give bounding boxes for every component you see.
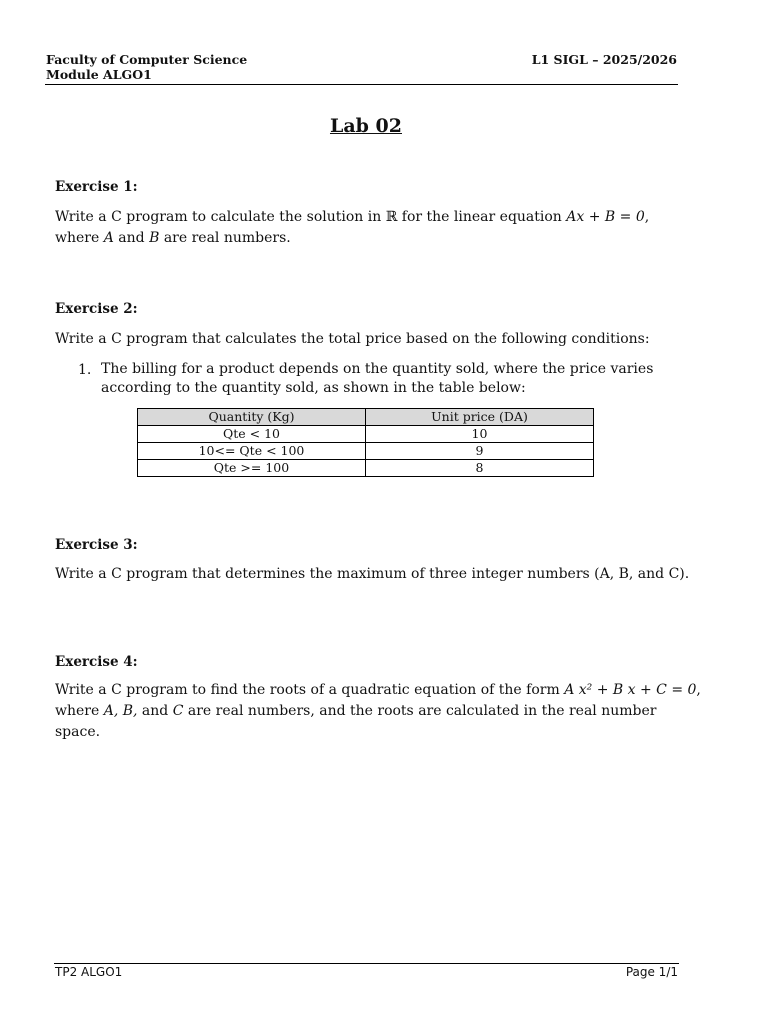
table-header-quantity: Quantity (Kg) bbox=[138, 409, 366, 426]
exercise-4-text bbox=[55, 680, 705, 743]
exercise-4-text-d: and bbox=[137, 703, 173, 719]
table-cell-price: 10 bbox=[366, 426, 594, 443]
vars-a-b: A, B, bbox=[103, 703, 138, 719]
table-header-unit-price: Unit price (DA) bbox=[366, 409, 594, 426]
footer-lab-label: TP2 ALGO1 bbox=[55, 965, 123, 979]
table-cell-quantity: Qte < 10 bbox=[138, 426, 366, 443]
exercise-4-text-c: where bbox=[55, 703, 104, 719]
exercise-1-text-d: and bbox=[113, 230, 150, 246]
page-title: Lab 02 bbox=[329, 115, 402, 137]
module-name: Module ALGO1 bbox=[46, 67, 152, 82]
price-table bbox=[137, 408, 594, 477]
class-year: L1 SIGL – 2025/2026 bbox=[531, 52, 677, 67]
exercise-1-text-a: Write a C program to calculate the solution in ℝ for the linear equation bbox=[55, 209, 567, 225]
exercise-1-text-b: , bbox=[644, 209, 650, 225]
exercise-3-title: Exercise 3: bbox=[55, 537, 138, 553]
exercise-2-intro: Write a C program that calculates the total price based on the following conditions: bbox=[55, 331, 650, 347]
list-number: 1. bbox=[78, 362, 92, 378]
exercise-1-text-c: where bbox=[55, 230, 104, 246]
table-cell-quantity: Qte >= 100 bbox=[138, 460, 366, 477]
exercise-3-text: Write a C program that determines the maximum of three integer numbers (A, B, and C). bbox=[55, 566, 690, 582]
table-row bbox=[138, 460, 594, 477]
faculty-name: Faculty of Computer Science bbox=[46, 52, 248, 67]
exercise-4-text-b: , bbox=[696, 682, 701, 698]
quadratic-equation: A x² + B x + C = 0 bbox=[564, 682, 697, 698]
page-number: Page 1/1 bbox=[625, 965, 678, 979]
exercise-1-text-e: are real numbers. bbox=[159, 230, 291, 246]
exercise-1-text bbox=[55, 207, 705, 249]
table-header-row bbox=[138, 409, 594, 426]
exercise-4-text-e: are real numbers, and the roots are calculated in the real number space. bbox=[55, 703, 657, 740]
exercise-4-text-a: Write a C program to find the roots of a quadratic equation of the form bbox=[55, 682, 565, 698]
table-cell-quantity: 10<= Qte < 100 bbox=[138, 443, 366, 460]
table-cell-price: 8 bbox=[366, 460, 594, 477]
footer-divider bbox=[54, 963, 679, 964]
var-c: C bbox=[172, 703, 184, 719]
var-a: A bbox=[103, 230, 114, 246]
table-row bbox=[138, 426, 594, 443]
list-item-text: The billing for a product depends on the quantity sold, where the price varies according to the quantity sold, as shown in the table below: bbox=[101, 361, 654, 396]
table-cell-price: 9 bbox=[366, 443, 594, 460]
var-b: B bbox=[149, 230, 160, 246]
table-row bbox=[138, 443, 594, 460]
page-header-left bbox=[46, 52, 247, 82]
linear-equation: Ax + B = 0 bbox=[566, 209, 645, 225]
exercise-2-title: Exercise 2: bbox=[55, 301, 138, 317]
header-divider bbox=[45, 84, 678, 85]
exercise-1-title: Exercise 1: bbox=[55, 179, 138, 195]
exercise-4-title: Exercise 4: bbox=[55, 654, 138, 670]
